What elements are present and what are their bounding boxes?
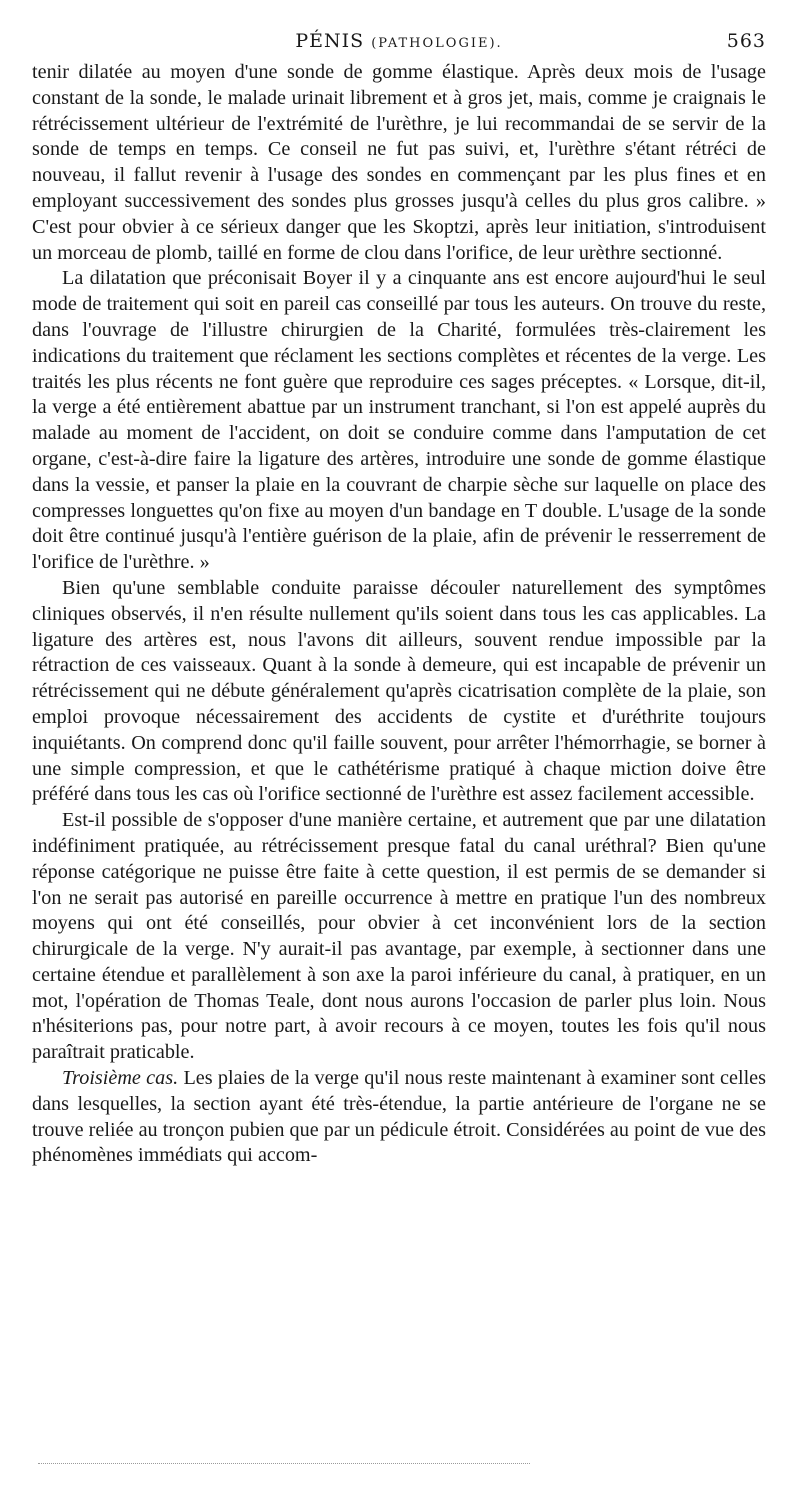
book-page <box>32 30 766 1169</box>
running-title-sub: (PATHOLOGIE). <box>371 36 503 51</box>
third-case-text: Les plaies de la verge qu'il nous reste maintenant à examiner sont celles dans lesquelles, la section ayant été très-étendue, la partie antérieure de l'organe ne se trouve reliée au tronçon pubien que par un pédicule étroit. Considérées au point de vue des phénomènes immédiats qui accom- <box>32 1067 767 1167</box>
paragraph-clinical-conduct: Bien qu'une semblable conduite paraisse découler naturellement des symptômes cliniques observés, il n'en résulte nullement qu'ils soient dans tous les cas applicables. La ligature des artères est, nous l'avons dit ailleurs, souvent rendue impossible par la rétraction de ces vaisseaux. Quant à la sonde à demeure, qui est incapable de prévenir un rétrécissement qui ne débute généralement qu'après cicatrisation complète de la plaie, son emploi provoque nécessairement des accidents de cystite et d'uréthrite toujours inquiétants. On comprend donc qu'il faille souvent, pour arrêter l'hémorrhagie, se borner à une simple compression, et que le cathétérisme pratiqué à chaque miction doive être préféré dans tous les cas où l'orifice sectionné de l'urèthre est assez facilement accessible. <box>32 576 766 806</box>
footer-rule <box>38 1463 530 1464</box>
running-head <box>32 30 766 60</box>
paragraph-continuation: tenir dilatée au moyen d'une sonde de gomme élastique. Après deux mois de l'usage constant de la sonde, le malade urinait librement et à gros jet, mais, comme je craignais le rétrécissement ultérieur de l'extrémité de l'urèthre, je lui recommandai de se servir de la sonde de temps en temps. Ce conseil ne fut pas suivi, et, l'urèthre s'étant rétréci de nouveau, il fallut revenir à l'usage des sondes en commençant par les plus fines et en employant successivement des sondes plus grosses jusqu'à celles du plus gros calibre. » C'est pour obvier à ce sérieux danger que les Skoptzi, après leur initiation, s'introduisent un morceau de plomb, taillé en forme de clou dans l'orifice, de leur urèthre sectionné. <box>32 61 766 264</box>
running-title <box>32 30 766 52</box>
running-title-main: PÉNIS <box>295 30 365 52</box>
paragraph-question: Est-il possible de s'opposer d'une manière certaine, et autrement que par une dilatation indéfiniment pratiquée, au rétrécissement presque fatal du canal uréthral? Bien qu'une réponse catégorique ne puisse être faite à cette question, il est permis de se demander si l'on ne serait pas autorisé en pareille occurrence à mettre en pratique l'un des nombreux moyens qui ont été conseillés, pour obvier à cet inconvénient lors de la section chirurgicale de la verge. N'y aurait-il pas avantage, par exemple, à sectionner dans une certaine étendue et parallèlement à son axe la paroi inférieure du canal, à pratiquer, en un mot, l'opération de Thomas Teale, dont nous aurons l'occasion de parler plus loin. Nous n'hésiterions pas, pour notre part, à avoir recours à ce moyen, toutes les fois qu'il nous paraîtrait praticable. <box>32 809 766 1064</box>
third-case-lead: Troisième cas. <box>62 1067 179 1090</box>
page-number: 563 <box>726 30 766 52</box>
body-text <box>32 60 766 1169</box>
paragraph-third-case <box>32 1066 766 1169</box>
paragraph-boyer-dilatation: La dilatation que préconisait Boyer il y a cinquante ans est encore aujourd'hui le seul mode de traitement qui soit en pareil cas conseillé par tous les auteurs. On trouve du reste, dans l'ouvrage de l'illustre chirurgien de la Charité, formulées très-clairement les indications du traitement que réclament les sections complètes et récentes de la verge. Les traités les plus récents ne font guère que reproduire ces sages préceptes. « Lorsque, dit-il, la verge a été entièrement abattue par un instrument tranchant, si l'on est appelé auprès du malade au moment de l'accident, on doit se conduire comme dans l'amputation de cet organe, c'est-à-dire faire la ligature des artères, introduire une sonde de gomme élastique dans la vessie, et panser la plaie en la couvrant de charpie sèche sur laquelle on place des compresses longuettes qu'on fixe au moyen d'un bandage en T double. L'usage de la sonde doit être continué jusqu'à l'entière guérison de la plaie, afin de prévenir le resserrement de l'orifice de l'urèthre. » <box>32 267 766 574</box>
